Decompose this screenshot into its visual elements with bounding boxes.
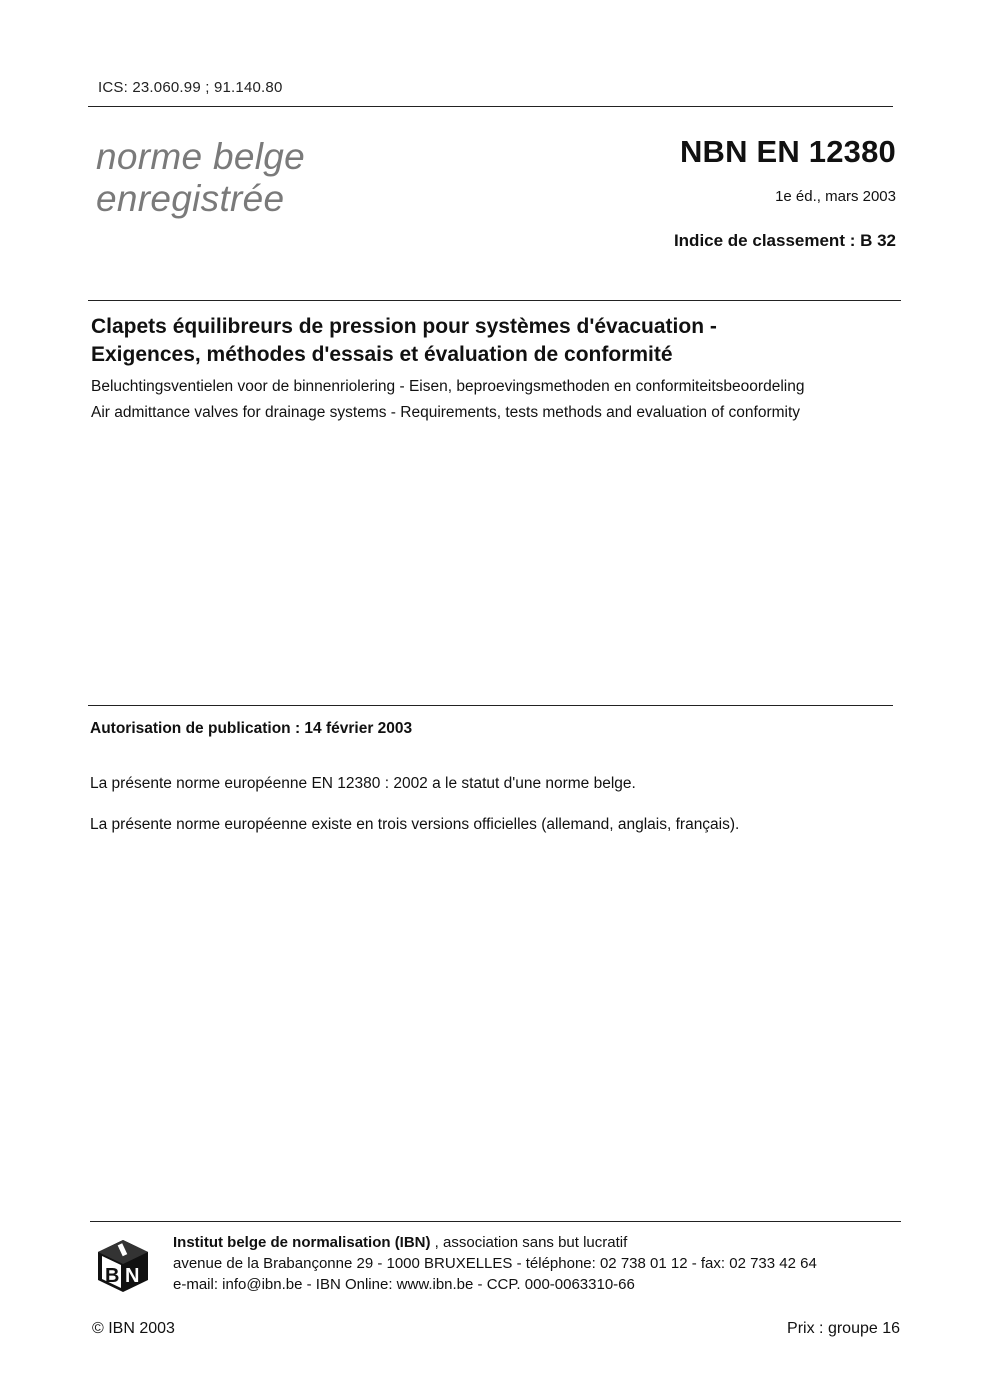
- brand-line-1: norme belge: [96, 136, 305, 177]
- title-english: Air admittance valves for drainage systems - Requirements, tests methods and evaluation of conformity: [91, 404, 801, 421]
- svg-text:N: N: [125, 1265, 140, 1287]
- classification-index: Indice de classement : B 32: [673, 231, 896, 250]
- institute-address: avenue de la Brabançonne 29 - 1000 BRUXELLES - téléphone: 02 738 01 12 - fax: 02 733 42 64: [173, 1255, 817, 1272]
- brand-line-2: enregistrée: [96, 178, 285, 219]
- body-divider: [88, 705, 893, 706]
- publication-authorisation: Autorisation de publication : 14 février 2003: [90, 720, 413, 737]
- institute-name-line: [173, 1232, 817, 1253]
- svg-text:B: B: [105, 1265, 120, 1287]
- copyright: © IBN 2003: [92, 1320, 175, 1337]
- status-paragraph: La présente norme européenne EN 12380 : 2002 a le statut d'une norme belge.: [90, 775, 636, 792]
- edition-date: 1e éd., mars 2003: [775, 188, 896, 205]
- top-divider: [88, 106, 893, 107]
- title-french: [91, 313, 717, 369]
- institute-name: Institut belge de normalisation (IBN): [173, 1234, 431, 1251]
- institute-suffix: , association sans but lucratif: [430, 1234, 628, 1251]
- brand-title: [96, 136, 305, 220]
- title-french-line-1: Clapets équilibreurs de pression pour systèmes d'évacuation -: [91, 315, 717, 338]
- versions-paragraph: La présente norme européenne existe en trois versions officielles (allemand, anglais, français).: [90, 816, 740, 833]
- title-french-line-2: Exigences, méthodes d'essais et évaluation de conformité: [91, 343, 673, 366]
- ibn-logo-icon: [96, 1236, 150, 1294]
- price-group: Prix : groupe 16: [787, 1320, 900, 1337]
- institute-info: [173, 1232, 817, 1295]
- ics-codes: ICS: 23.060.99 ; 91.140.80: [98, 79, 283, 96]
- institute-contact: e-mail: info@ibn.be - IBN Online: www.ibn.be - CCP. 000-0063310-66: [173, 1276, 635, 1293]
- footer-divider: [90, 1221, 901, 1222]
- title-dutch: Beluchtingsventielen voor de binnenriolering - Eisen, beproevingsmethoden en conformiteitsbeoordeling: [91, 378, 805, 395]
- title-divider: [88, 300, 901, 301]
- standard-number: NBN EN 12380: [679, 134, 896, 169]
